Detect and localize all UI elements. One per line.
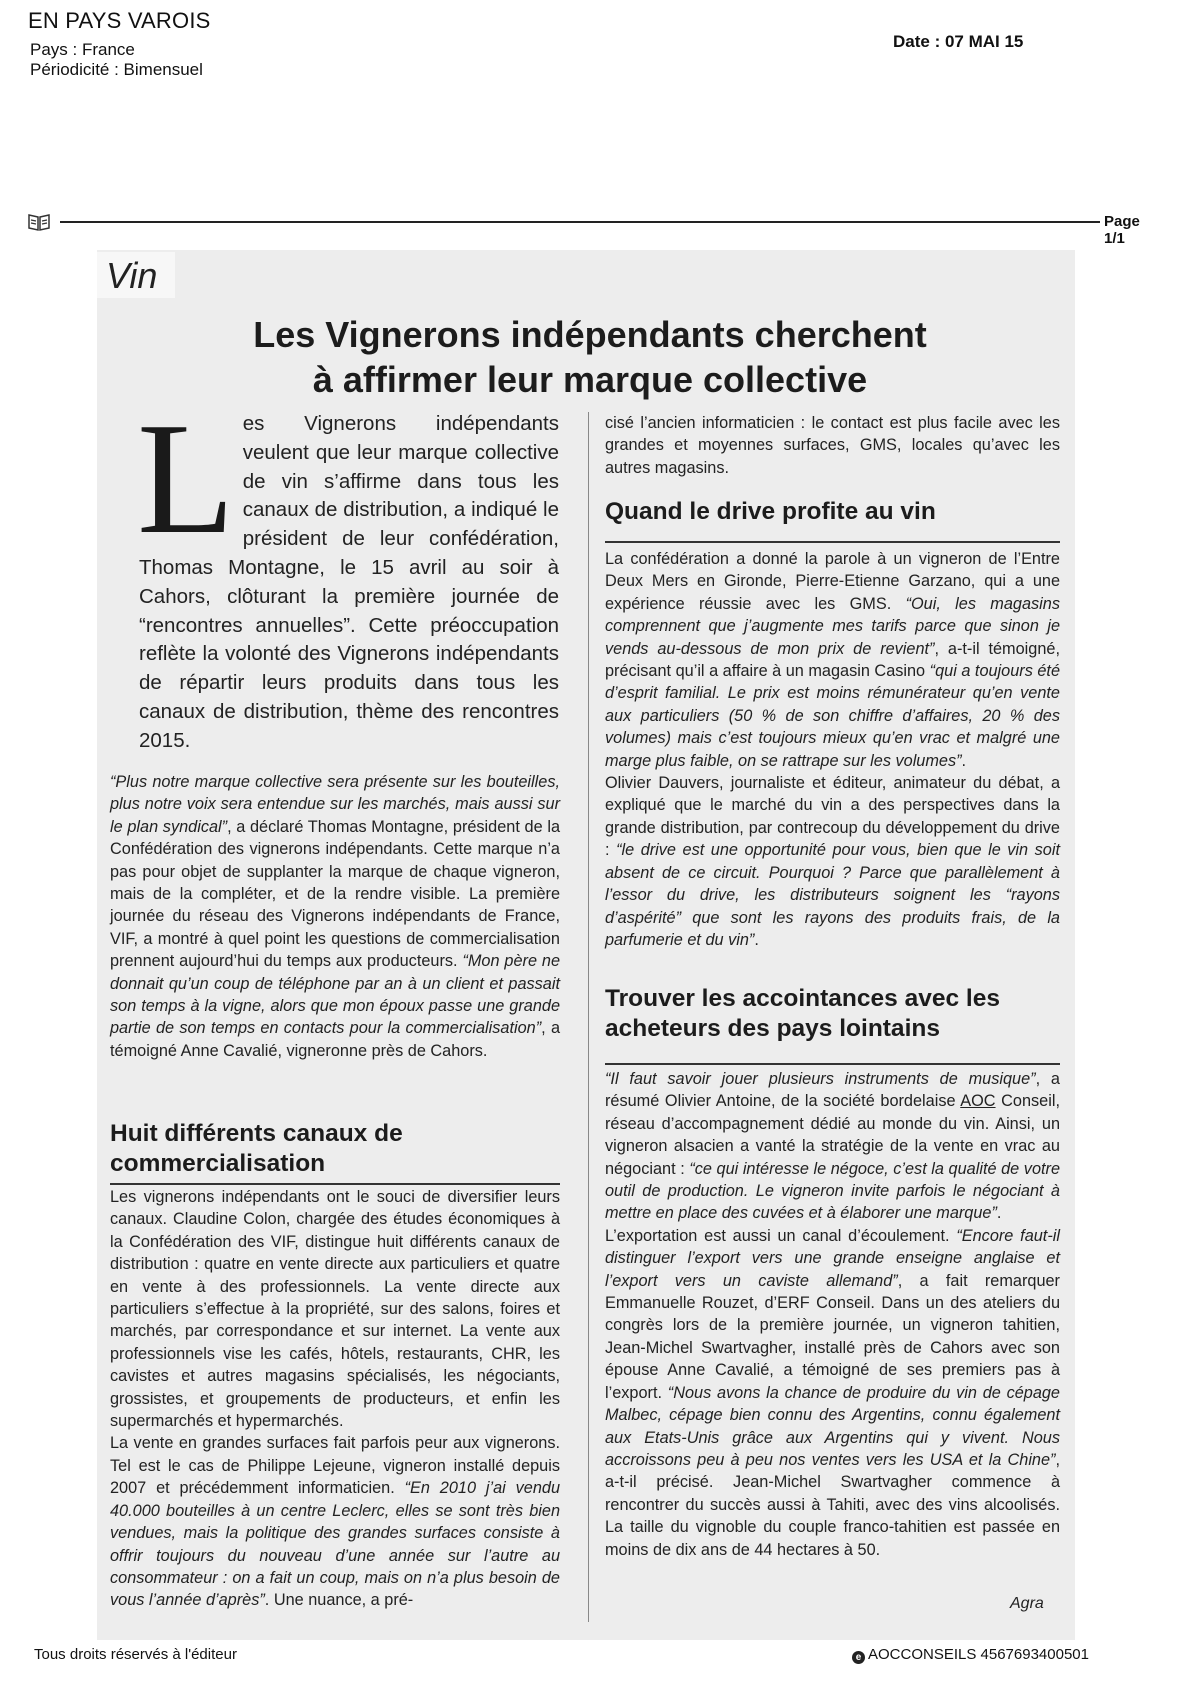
text: , a résumé Olivier Antoine, de la société bordelaise [605,1070,1060,1111]
quote: “Oui, les magasins comprennent que j’augmente mes tarifs parce que sinon je vends au-dessous de mon prix de revient” [605,594,1060,658]
author-signature: Agra [1010,1595,1044,1612]
text: La confédération a donné la parole à un vigneron de l’Entre Deux Mers en Gironde, Pierre-Etienne Garzano, qui a une expérience réussie avec les GMS. [605,550,1060,613]
drop-cap: L [137,389,235,567]
text: cisé l’ancien informaticien : le contact est plus facile avec les grandes et moyennes surfaces, GMS, locales qu’avec les autres magasins. [605,414,1060,477]
publication-meta [30,40,203,80]
text: , a-t-il précisé. Jean-Michel Swartvagher commence à rencontrer du succès aussi à Tahiti, avec des vins alcoolisés. La taille du vignoble du couple franco-tahitien est passée en moins de dix ans de 44 hectares à 50. [605,1450,1060,1559]
subheading-rule [605,1063,1060,1065]
quote: “le drive est une opportunité pour vous, bien que le vin soit absent de ce circuit. Pourquoi ? Parce que parallèlement à l’essor du drive, les distributeurs soignent les “rayons d’aspérité” que sont les rayons des produits frais, de la parfumerie et du vin” [605,841,1060,949]
rule-line [60,221,1100,223]
quote: “En 2010 j’ai vendu 40.000 bouteilles à un centre Leclerc, elles se sont très bien vendues, mais la politique des grandes surfaces consiste à offrir toujours du nouveau d’une année sur l’autre au consommateur : on a fait un coup, mais on n’a plus besoin de vous l’année d’après” [110,1479,560,1610]
subheading-drive: Quand le drive profite au vin [605,498,936,525]
text: . [754,930,759,949]
subheading-accointances: Trouver les accointances avec les acheteurs des pays lointains [605,985,1000,1042]
text: L’exportation est aussi un canal d’écoulement. [605,1226,957,1245]
page-number: Page 1/1 [1104,213,1140,247]
date-label: Date : 07 MAI 15 [893,32,1024,51]
footer-code [852,1646,1089,1664]
lead-paragraph [137,389,559,756]
subheading-rule [110,1183,560,1185]
paragraph-4 [605,412,1060,479]
title-line-2: à affirmer leur marque collective [312,359,868,400]
quote: “Encore faut-il distinguer l’export vers une grande enseigne anglaise et l’export vers un caviste allemand” [605,1226,1060,1290]
quote: “ce qui intéresse le négoce, c’est la qualité de votre outil de production. Le vigneron invite parfois le négociant à mettre en place des cuvées et à élaborer une marque” [605,1159,1060,1223]
lead-text: es Vignerons indépendants veulent que leur marque collective de vin s’affirme dans tous les canaux de distribution, a indiqué le président de leur confédération, Thomas Montagne, le 15 avril au soir à Cahors, clôturant la première journée de “rencontres annuelles”. Cette préoccupation reflète la volonté des Vignerons indépendants de répartir leurs produits dans tous les canaux de distribution, thème des rencontres 2015. [139,412,559,752]
aoc-link: AOC [960,1092,996,1111]
client-icon: e [852,1651,865,1664]
text: . Une nuance, a pré- [264,1591,414,1610]
subheading-rule [605,541,1060,543]
text: . [961,751,967,770]
quote: “qui a toujours été d’esprit familial. Le prix est moins rémunérateur qu’en vente aux particuliers (50 % de son chiffre d’affaires, 20 % des volumes) mais c’est toujours mieux qu’en vrac et malgré une marge plus faible, on se rattrape sur les volumes” [605,662,1060,770]
quote: “Nous avons la chance de produire du vin de cépage Malbec, cépage bien connu des Argentins, connu également aux Etats-Unis grâce aux Argentins qui y vivent. Nous accroissons peu à peu nos ventes vers les USA et la Chine” [605,1383,1060,1469]
text: Olivier Dauvers, journaliste et éditeur, animateur du débat, a expliqué que le marché du vin a des perspectives dans la grande distribution, par contrecoup du développement du drive : [605,774,1060,860]
quote: “Il faut savoir jouer plusieurs instruments de musique” [605,1070,1036,1088]
article-title [130,312,1050,402]
paragraph-1 [110,771,560,1062]
footer-code-text: AOCCONSEILS 4567693400501 [868,1646,1089,1663]
column-divider [588,412,589,1622]
rights-notice: Tous droits réservés à l'éditeur [34,1646,237,1663]
paragraph-5 [605,548,1060,951]
text: , a témoigné Anne Cavalié, vigneronne près de Cahors. [110,1019,561,1060]
subheading-canaux: Huit différents canaux de commercialisation [110,1120,403,1177]
paragraph-2 [110,1186,560,1612]
rubric-label: Vin [106,255,158,296]
publication-name: EN PAYS VAROIS [28,8,211,33]
title-line-1: Les Vignerons indépendants cherchent [253,314,927,355]
page-rule [28,212,1153,247]
text: Les vignerons indépendants ont le souci de diversifier leurs canaux. Claudine Colon, chargée des études économiques à la Confédération des VIF, distingue huit différents canaux de distribution : quatre en vente directe aux particuliers et quatre en vente à des professionnels. La vente directe aux particuliers s’effectue à la propriété, sur des salons, foires et marchés, par correspondance et sur internet. La vente aux professionnels vise les cafés, hôtels, restaurants, CHR, les cavistes et autres magasins spécialisés, les négociants, grossistes, et groupements de producteurs, et enfin les supermarchés et hypermarchés. [110,1188,560,1431]
quote: “Plus notre marque collective sera présente sur les bouteilles, plus notre voix sera entendue sur les marchés, mais aussi sur le plan syndical” [110,773,560,836]
quote: “Mon père ne donnait qu’un coup de téléphone par an à un client et passait son temps à la vigne, alors que mon époux passe une grande partie de son temps en contacts pour la commercialisation” [110,952,560,1038]
text: , a-t-il témoigné, précisant qu’il a affaire à un magasin Casino [605,639,1060,681]
country-label: Pays : France [30,40,135,59]
text: Conseil, réseau d’accompagnement dédié au monde du vin. Ainsi, un vigneron alsacien a vanté la stratégie de la vente en vrac au négociant : [605,1092,1060,1178]
text: , a déclaré Thomas Montagne, président de la Confédération des vignerons indépendants. Cette marque n’a pas pour objet de supplanter la marque de chaque vigneron, mais de la compléter, et de la rendre visible. La première journée du réseau des Vignerons indépendants de France, VIF, a montré à quel point les questions de commercialisation prennent aujourd’hui du temps aux producteurs. [110,817,561,971]
periodicity-label: Périodicité : Bimensuel [30,60,203,79]
text: , a fait remarquer Emmanuelle Rouzet, d’ERF Conseil. Dans un des ateliers du congrès lors de la première journée, un vigneron tahitien, Jean-Michel Swartvagher, installé près de Cahors avec son épouse Anne Cavalié, a témoigné de ses premiers pas à l’export. [605,1271,1060,1402]
text: . [996,1204,1002,1223]
text: La vente en grandes surfaces fait parfois peur aux vignerons. Tel est le cas de Philippe Lejeune, vigneron installé depuis 2007 et précédemment informaticien. [110,1434,560,1498]
book-icon [28,212,50,232]
paragraph-7 [605,1068,1060,1561]
